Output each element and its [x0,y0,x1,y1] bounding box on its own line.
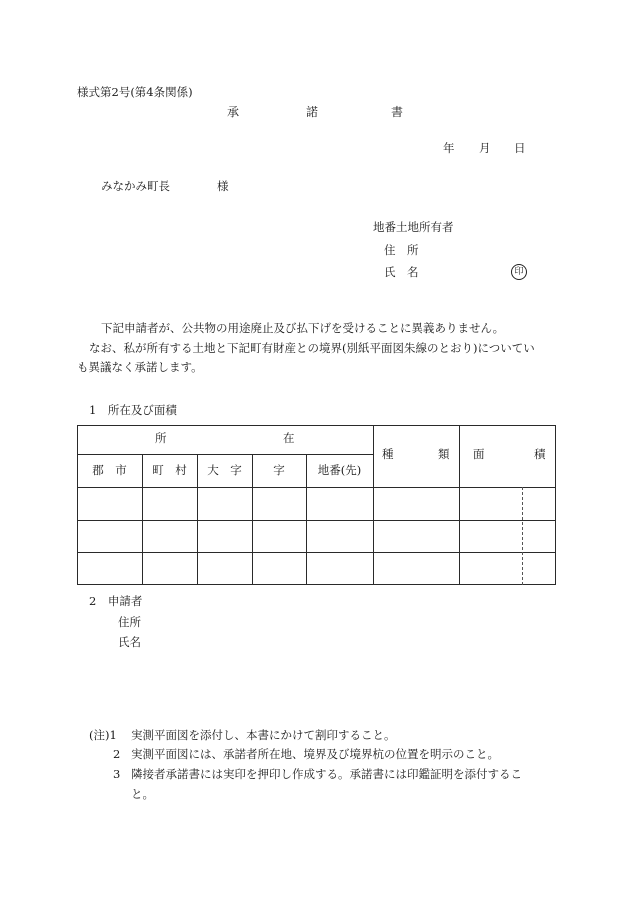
location-area-table [77,425,556,585]
section-2-heading: 2 申請者 [89,594,143,608]
seal-mark: 印 [511,264,527,280]
note-2-number: 2 [113,747,121,761]
subheader-aza: 字 [273,463,285,477]
form-number: 様式第2号(第4条関係) [77,85,193,99]
note-3-line-1: 隣接者承諾書には実印を押印し作成する。承諾書には印鑑証明を添付するこ [131,767,522,781]
applicant-name-label: 氏名 [118,635,141,649]
body-paragraph-2-line-1: なお、私が所有する土地と下記町有財産との境界(別紙平面図朱線のとおり)についてい [89,341,535,355]
subheader-oaza: 大 字 [207,463,242,477]
owner-address-label: 住 所 [384,243,419,257]
header-location-char-2: 在 [283,431,295,445]
date-year: 年 [443,141,455,155]
subheader-county-city: 郡 市 [92,463,127,477]
addressee-honorific: 様 [217,179,229,193]
addressee-name: みなかみ町長 [101,179,170,193]
date-month: 月 [479,141,491,155]
subheader-lot-number: 地番(先) [317,463,362,477]
header-location-char-1: 所 [155,431,167,445]
header-area-char-2: 積 [534,447,546,461]
subheader-town-village: 町 村 [152,463,187,477]
header-area-char-1: 面 [473,447,485,461]
note-1: 実測平面図を添付し、本書にかけて割印すること。 [131,728,396,742]
note-2: 実測平面図には、承諾者所在地、境界及び境界杭の位置を明示のこと。 [131,747,499,761]
title-char-1: 承 [227,105,240,119]
date-day: 日 [514,141,526,155]
applicant-address-label: 住所 [118,615,141,629]
note-prefix: (注)1 [89,728,117,742]
note-3-number: 3 [113,767,121,781]
section-1-heading: 1 所在及び面積 [89,403,177,417]
title-char-3: 書 [391,105,404,119]
owner-heading: 地番土地所有者 [373,220,454,234]
body-paragraph-1: 下記申請者が、公共物の用途廃止及び払下げを受けることに異義ありません。 [101,321,505,335]
owner-name-label: 氏 名 [384,265,419,279]
note-3-line-2: と。 [131,787,154,801]
title-char-2: 諾 [306,105,319,119]
header-type-char-2: 類 [438,447,450,461]
header-type-char-1: 種 [382,447,394,461]
body-paragraph-2-line-2: も異議なく承諾します。 [77,360,203,374]
